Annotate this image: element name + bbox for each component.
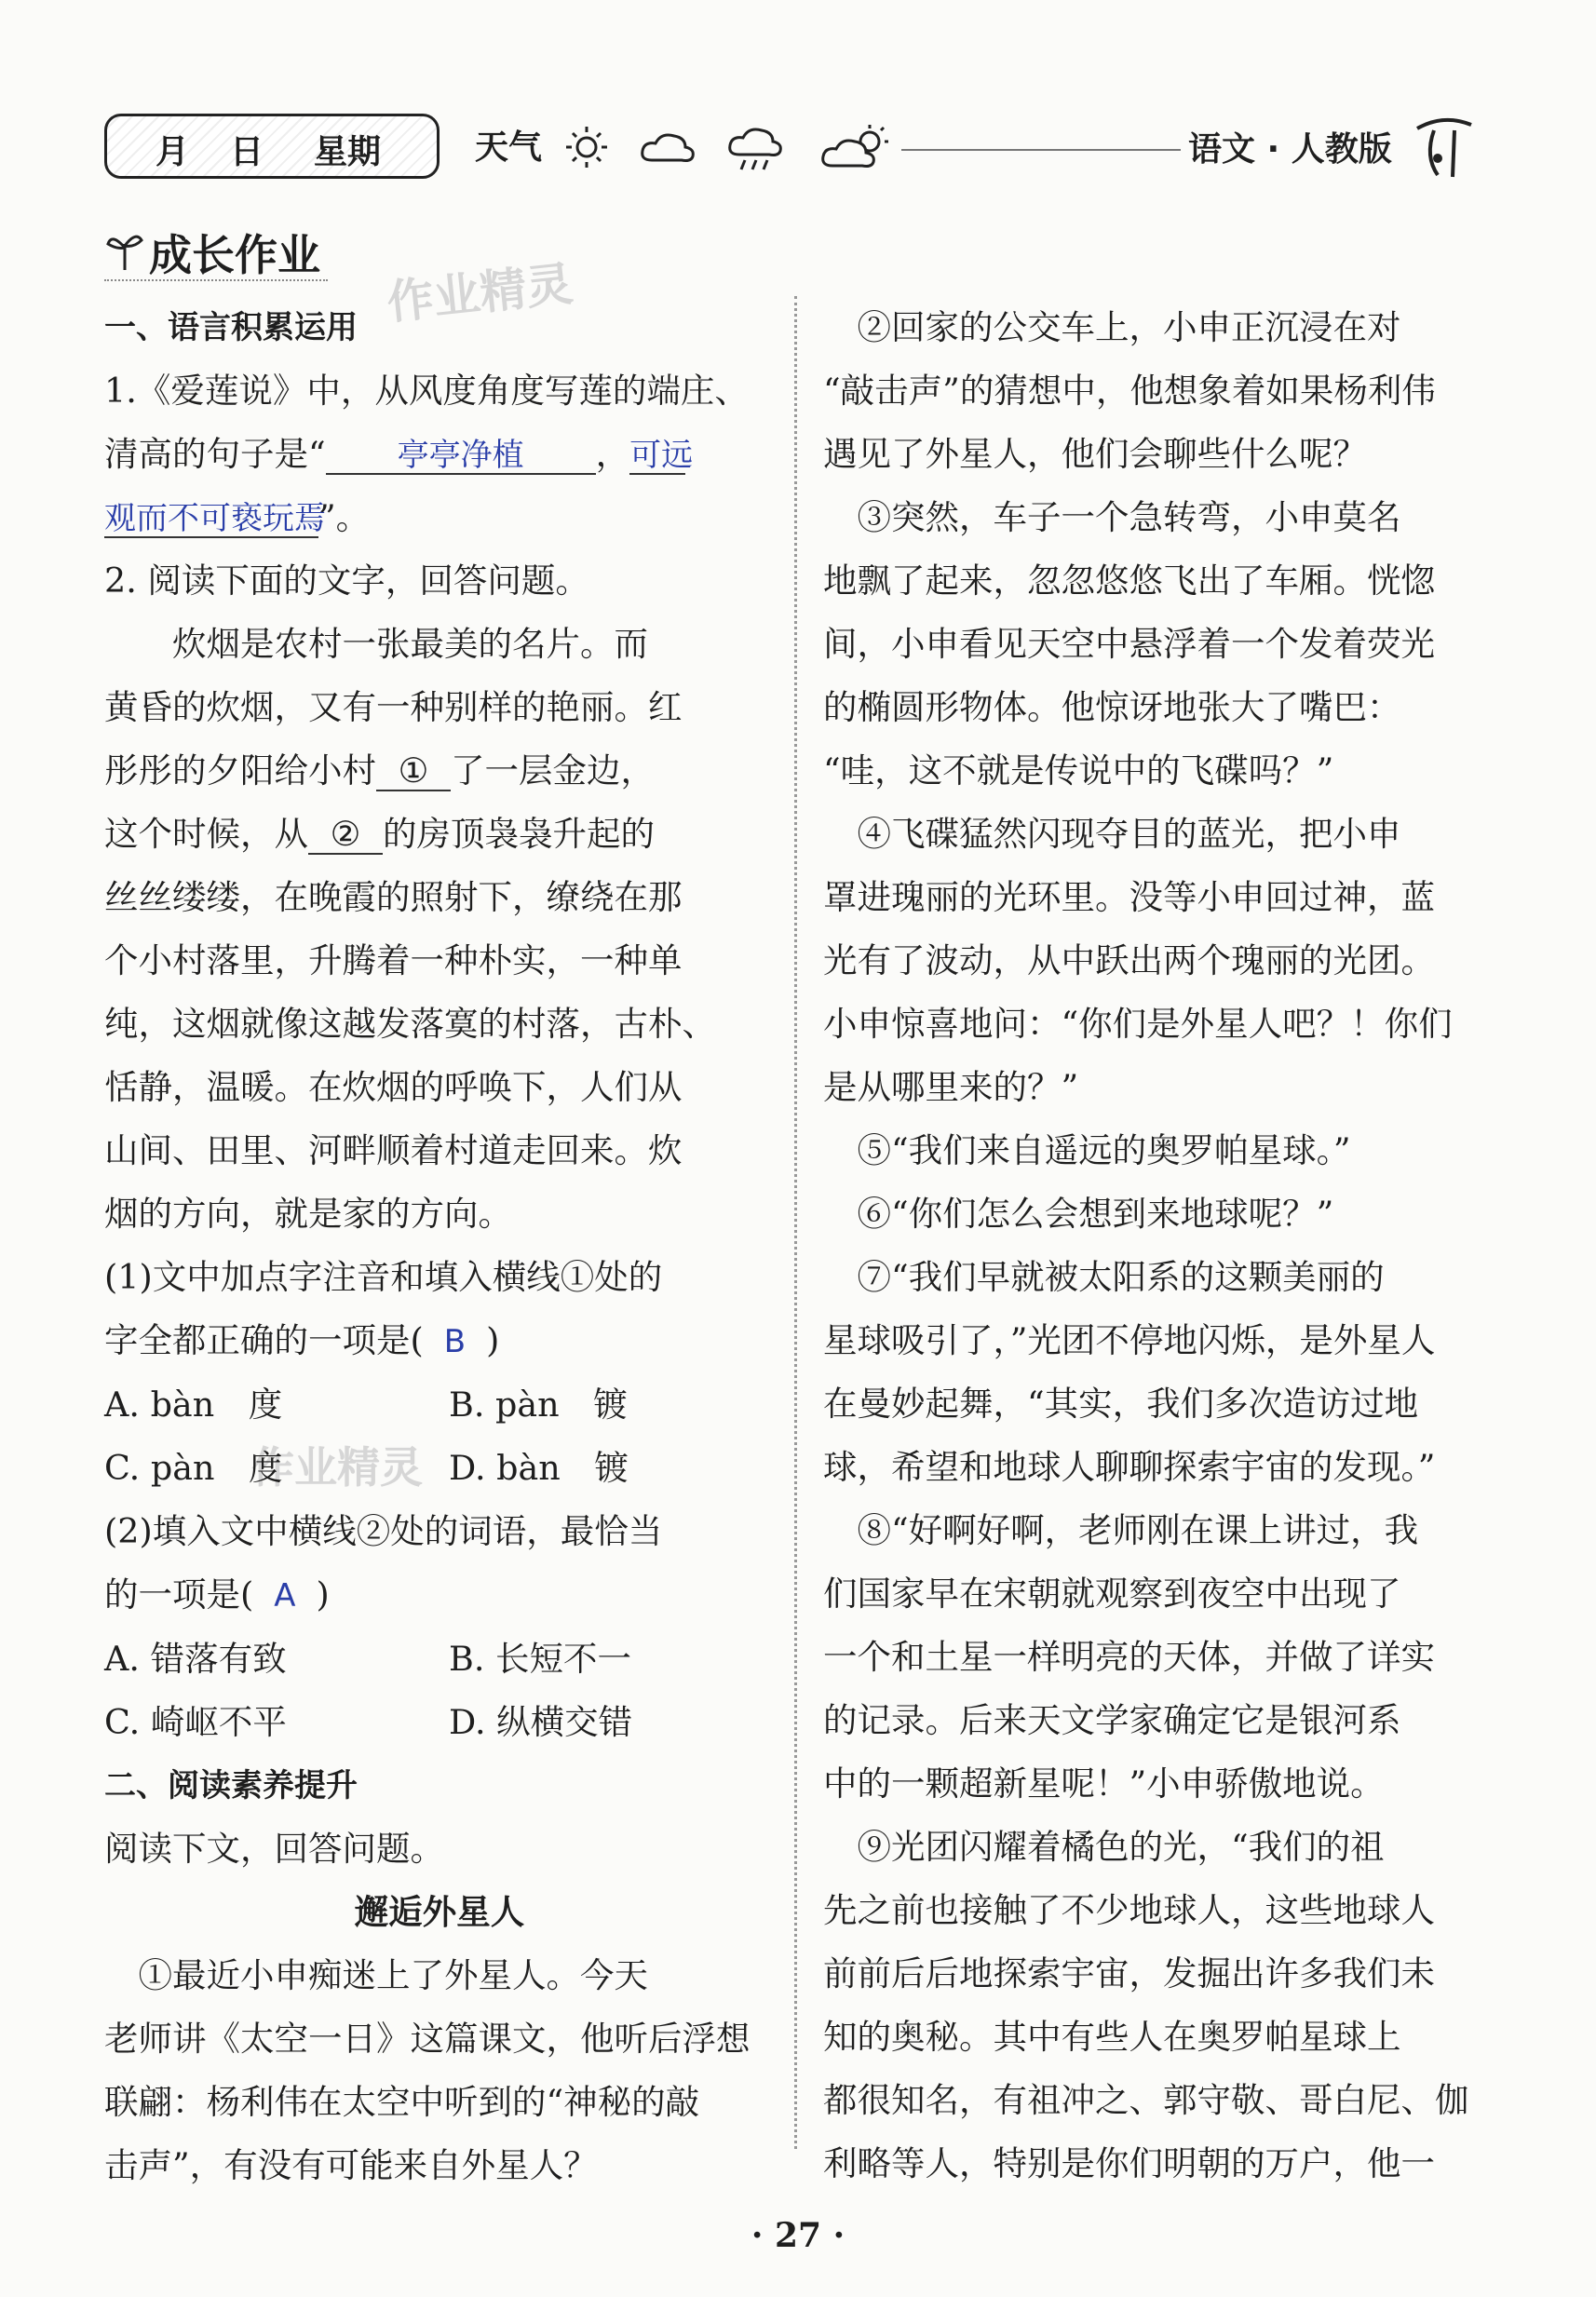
option: A. bàn 度 [104, 1385, 283, 1425]
sprout-icon [104, 227, 145, 272]
option: B. pàn 镀 [449, 1385, 628, 1425]
text-fragment: 字全都正确的一项是( [104, 1320, 424, 1360]
text-fragment: ”。 [318, 497, 371, 537]
text-fragment: ) [486, 1320, 500, 1360]
option: C. pàn 度 [104, 1448, 283, 1488]
text-line: 前前后后地探索宇宙，发掘出许多我们未 [823, 1953, 1435, 1993]
text-line: 击声”，有没有可能来自外星人？ [104, 2145, 598, 2185]
text-line: 丝丝缕缕，在晚霞的照射下，缭绕在那 [104, 877, 683, 917]
text-line: 1.《爱莲说》中，从风度角度写莲的端庄、 [104, 371, 749, 411]
section-title: 成长作业 [149, 230, 320, 280]
text-fragment: 的一项是( [104, 1574, 254, 1615]
text-line: ①最近小申痴迷上了外星人。今天 [138, 1955, 648, 1995]
text-line: 小申惊喜地问：“你们是外星人吧？！你们 [823, 1004, 1453, 1044]
text-line: 黄昏的炊烟，又有一种别样的艳丽。红 [104, 687, 683, 727]
text-line: ⑧“好啊好啊，老师刚在课上讲过，我 [857, 1510, 1419, 1550]
text-line [104, 486, 775, 549]
section-heading: 一、语言积累运用 [104, 309, 358, 346]
text-line: 老师讲《太空一日》这篇课文，他听后浮想 [104, 2019, 751, 2059]
text-fragment: 这个时候，从 [104, 814, 308, 854]
option: D. bàn 镀 [449, 1448, 629, 1488]
column-divider [794, 296, 797, 2149]
text-line: 在曼妙起舞，“其实，我们多次造访过地 [823, 1384, 1419, 1424]
weather-icons [562, 119, 898, 175]
text-line [104, 1309, 775, 1373]
left-column [104, 296, 775, 2197]
option: D. 纵横交错 [449, 1702, 633, 1742]
text-fragment: ， [595, 434, 630, 474]
option: A. 错落有致 [104, 1639, 287, 1679]
text-line [104, 1563, 775, 1628]
text-line: ⑤“我们来自遥远的奥罗帕星球。” [857, 1130, 1351, 1170]
month-label: 月 [156, 132, 190, 171]
text-line: 恬静，温暖。在炊烟的呼唤下，人们从 [104, 1067, 683, 1107]
watermark-middle: 作业精灵 [251, 1442, 423, 1493]
text-line: 知的奥秘。其中有些人在奥罗帕星球上 [823, 2017, 1401, 2057]
text-line: 个小村落里，升腾着一种朴实，一种单 [104, 940, 683, 980]
text-line [104, 803, 775, 866]
text-line: (2)填入文中横线②处的词语，最恰当 [104, 1511, 663, 1551]
fill-blank: ① [376, 752, 451, 791]
text-fragment: 清高的句子是“ [104, 434, 326, 474]
text-line [104, 1691, 775, 1754]
date-box [104, 114, 440, 179]
text-line: 遇见了外星人，他们会聊些什么呢？ [823, 434, 1367, 474]
text-line: 都很知名，有祖冲之、郭守敬、哥白尼、伽 [823, 2080, 1469, 2120]
option: C. 崎岖不平 [104, 1702, 287, 1742]
text-line: 山间、田里、河畔顺着村道走回来。炊 [104, 1130, 683, 1170]
text-line: 烟的方向，就是家的方向。 [104, 1194, 512, 1234]
rain-icon [730, 129, 781, 169]
fill-blank: ② [308, 816, 383, 855]
text-line: ②回家的公交车上，小申正沉浸在对 [857, 307, 1401, 347]
text-line: ④飞碟猛然闪现夺目的蓝光，把小申 [857, 814, 1401, 854]
answer-blank: 观而不可亵玩焉 [104, 500, 326, 537]
text-line: 先之前也接触了不少地球人，这些地球人 [823, 1890, 1435, 1930]
answer-blank: 亭亭净植 [326, 439, 596, 475]
text-line: 炊烟是农村一张最美的名片。而 [172, 624, 648, 664]
right-column [823, 296, 1494, 2196]
text-line [104, 423, 775, 486]
text-line: ⑦“我们早就被太阳系的这颗美丽的 [857, 1257, 1385, 1297]
title-underline [104, 279, 328, 281]
section-heading: 二、阅读素养提升 [104, 1767, 358, 1804]
text-line: (1)文中加点字注音和填入横线①处的 [104, 1257, 663, 1297]
text-line [104, 739, 775, 803]
text-line [104, 1437, 775, 1500]
article-title: 邂逅外星人 [354, 1892, 525, 1932]
text-line: ⑨光团闪耀着橘色的光，“我们的祖 [857, 1827, 1385, 1867]
partly-cloudy-icon [823, 125, 888, 167]
text-line: 纯，这烟就像这越发落寞的村落，古朴、 [104, 1004, 716, 1044]
answer-blank: 可远 [629, 437, 694, 474]
text-line: 星球吸引了，”光团不停地闪烁，是外星人 [823, 1320, 1436, 1360]
text-fragment: ) [316, 1574, 330, 1615]
weekday-label: 星期 [314, 132, 382, 171]
answer-choice: B [443, 1323, 467, 1360]
text-line: 光有了波动，从中跃出两个瑰丽的光团。 [823, 940, 1435, 980]
text-line: “敲击声”的猜想中，他想象着如果杨利伟 [823, 371, 1436, 411]
text-line [104, 1628, 775, 1691]
text-line: 们国家早在宋朝就观察到夜空中出现了 [823, 1574, 1401, 1614]
text-line: 联翩：杨利伟在太空中听到的“神秘的敲 [104, 2082, 700, 2122]
text-line: 利略等人，特别是你们明朝的万户，他一 [823, 2143, 1435, 2183]
text-fragment: 彤彤的夕阳给小村 [104, 750, 376, 790]
text-line: ③突然，车子一个急转弯，小申莫名 [857, 497, 1401, 537]
text-line: 是从哪里来的？” [823, 1067, 1079, 1107]
text-fragment: 的房顶袅袅升起的 [383, 814, 655, 854]
text-line: ⑥“你们怎么会想到来地球呢？” [857, 1194, 1334, 1234]
header-rule [901, 149, 1181, 151]
text-line: 阅读下文，回答问题。 [104, 1829, 444, 1869]
page-number: · 27 · [751, 2216, 845, 2255]
text-line: 罩进瑰丽的光环里。没等小申回过神，蓝 [823, 877, 1435, 917]
text-line: 中的一颗超新星呢！”小申骄傲地说。 [823, 1763, 1385, 1804]
subject-label: 语文 · 人教版 [1188, 130, 1392, 169]
cloud-icon [642, 135, 694, 161]
weather-label: 天气 [475, 128, 543, 167]
watermark-top: 作业精灵 [384, 256, 575, 331]
text-line: 一个和土星一样明亮的天体，并做了详实 [823, 1637, 1435, 1677]
text-fragment: 了一层金边， [451, 750, 655, 790]
answer-choice: A [274, 1577, 296, 1615]
option: B. 长短不一 [449, 1639, 632, 1679]
text-line: 球，希望和地球人聊聊探索宇宙的发现。” [823, 1447, 1436, 1487]
logo-icon [1406, 110, 1481, 184]
text-line: 的记录。后来天文学家确定它是银河系 [823, 1700, 1401, 1740]
sun-icon [566, 127, 607, 168]
text-line: “哇，这不就是传说中的飞碟吗？” [823, 750, 1334, 790]
day-label: 日 [230, 132, 264, 171]
text-line [104, 1373, 775, 1437]
text-line: 间，小申看见天空中悬浮着一个发着荧光 [823, 624, 1435, 664]
text-line: 的椭圆形物体。他惊讶地张大了嘴巴： [823, 687, 1401, 727]
text-line: 2. 阅读下面的文字，回答问题。 [104, 561, 589, 601]
text-line: 地飘了起来，忽忽悠悠飞出了车厢。恍惚 [823, 561, 1435, 601]
